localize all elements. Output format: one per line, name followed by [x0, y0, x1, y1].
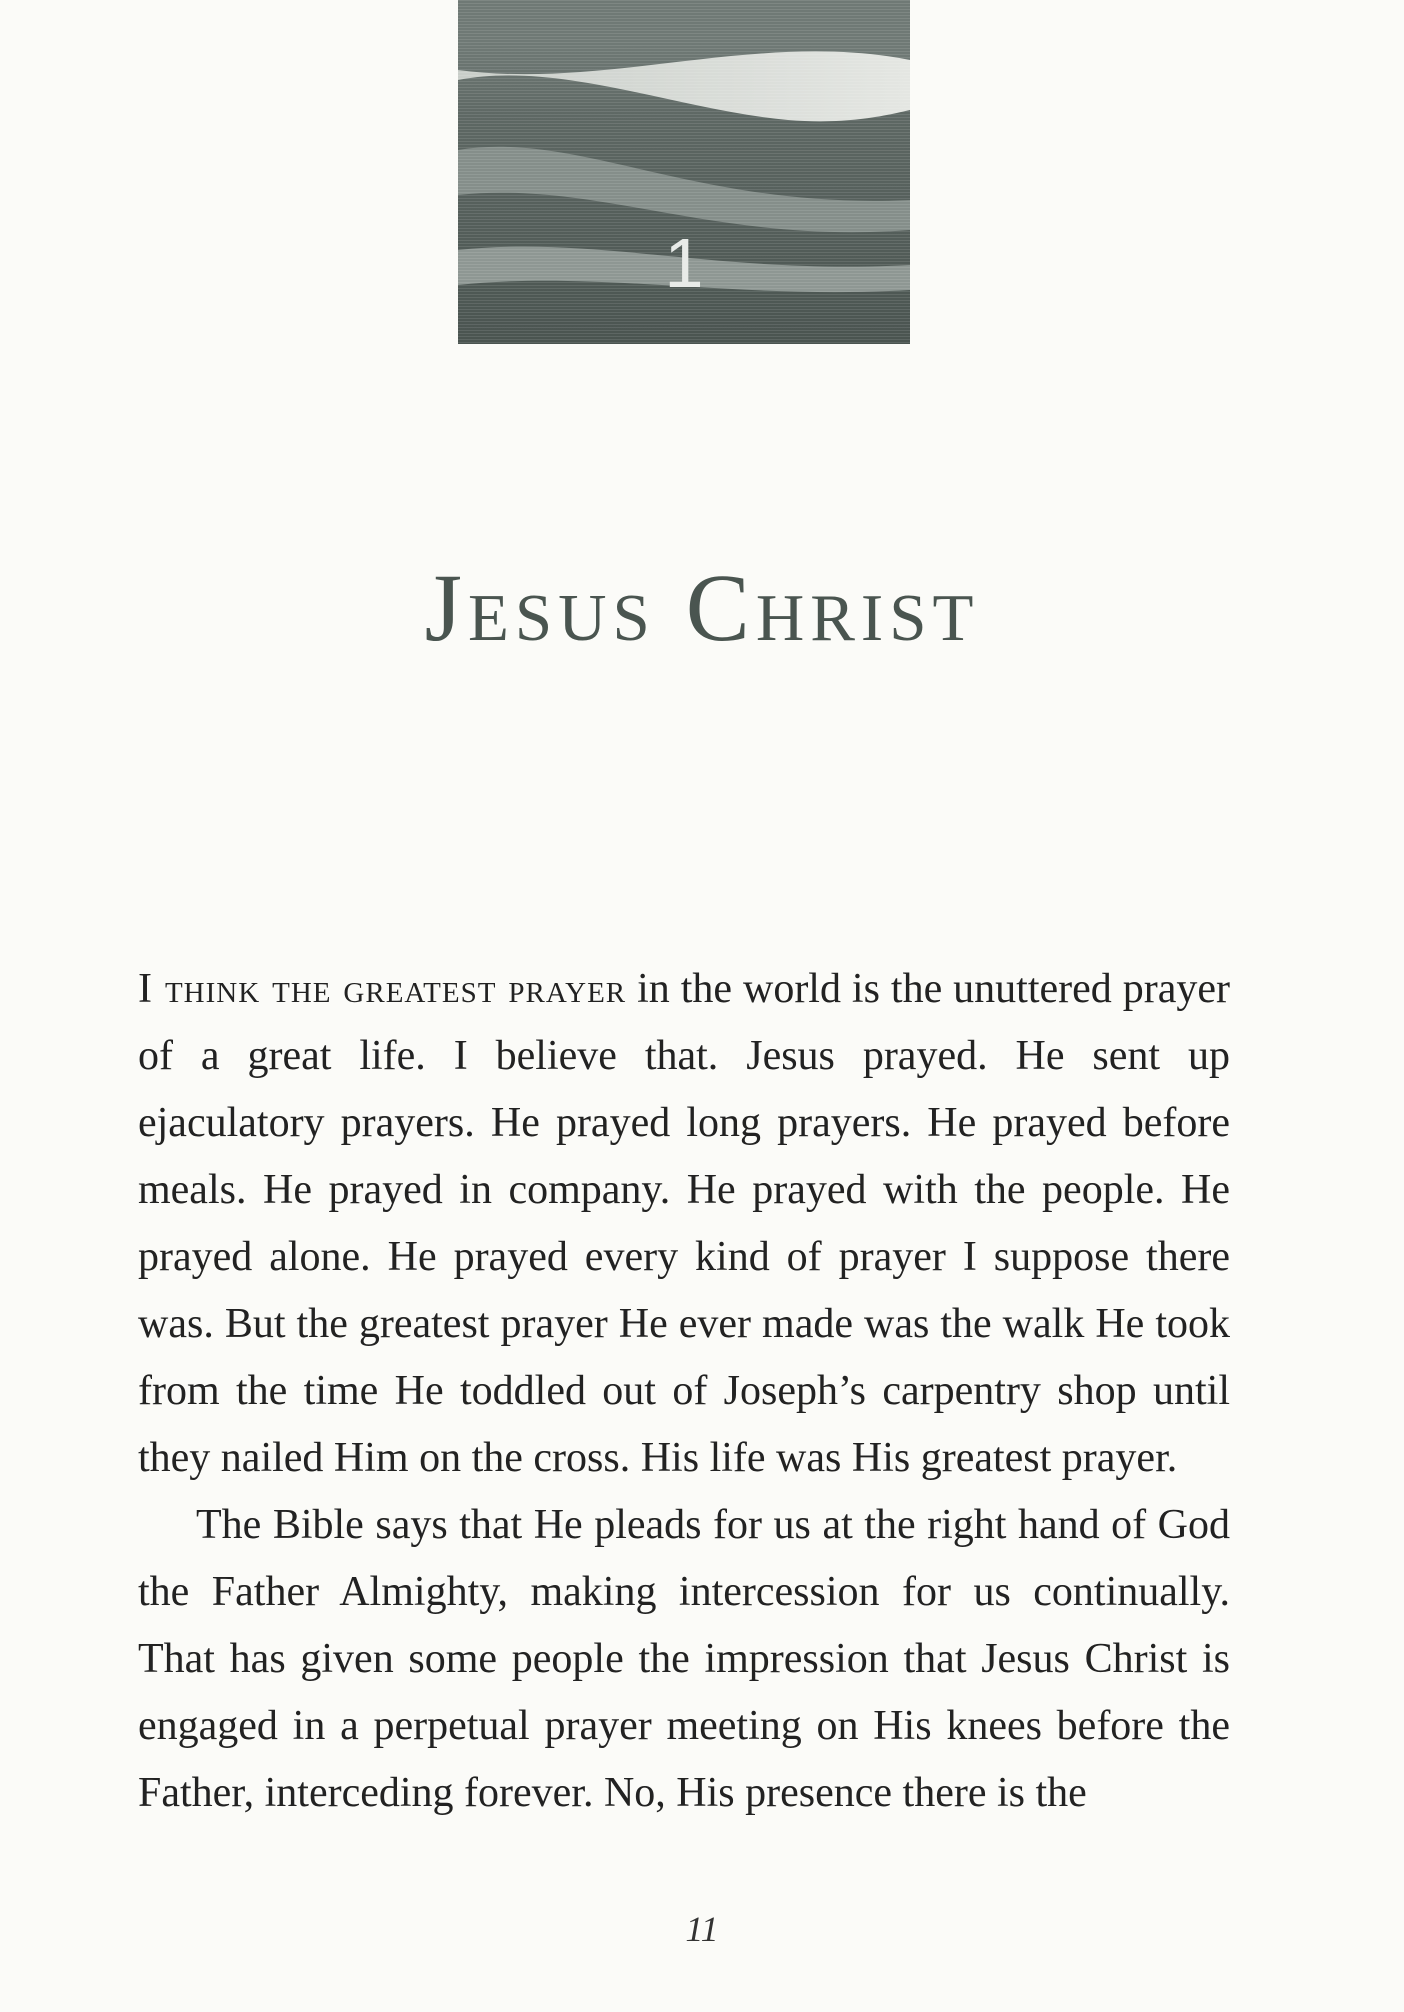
paragraph-text: in the world is the unuttered prayer of a great life. I believe that. Jesus prayed. He sent up ejaculatory prayers. He prayed long prayers. He prayed before meals. He prayed in company. He prayed with the people. He prayed alone. He prayed every kind of prayer I suppose there was. But the greatest prayer He ever made was the walk He took from the time He toddled out of Joseph’s carpentry shop until they nailed Him on the cross. His life was His greatest prayer.	[138, 966, 1230, 1481]
chapter-number: 1	[664, 224, 704, 302]
chapter-header-image	[458, 0, 910, 344]
paragraph-text: The Bible says that He pleads for us at the right hand of God the Father Almighty, making intercession for us continually. That has given some people the impression that Jesus Christ is engaged in a perpetual prayer meeting on His knees before the Father, interceding forever. No, His presence there is the	[138, 1502, 1230, 1816]
body-text	[138, 956, 1230, 1827]
paragraph	[138, 956, 1230, 1492]
paragraph-lead-in: I think the greatest prayer	[138, 966, 627, 1012]
chapter-title: Jesus Christ	[424, 554, 980, 661]
paragraph	[138, 1492, 1230, 1827]
page-number: 11	[685, 1909, 719, 1949]
